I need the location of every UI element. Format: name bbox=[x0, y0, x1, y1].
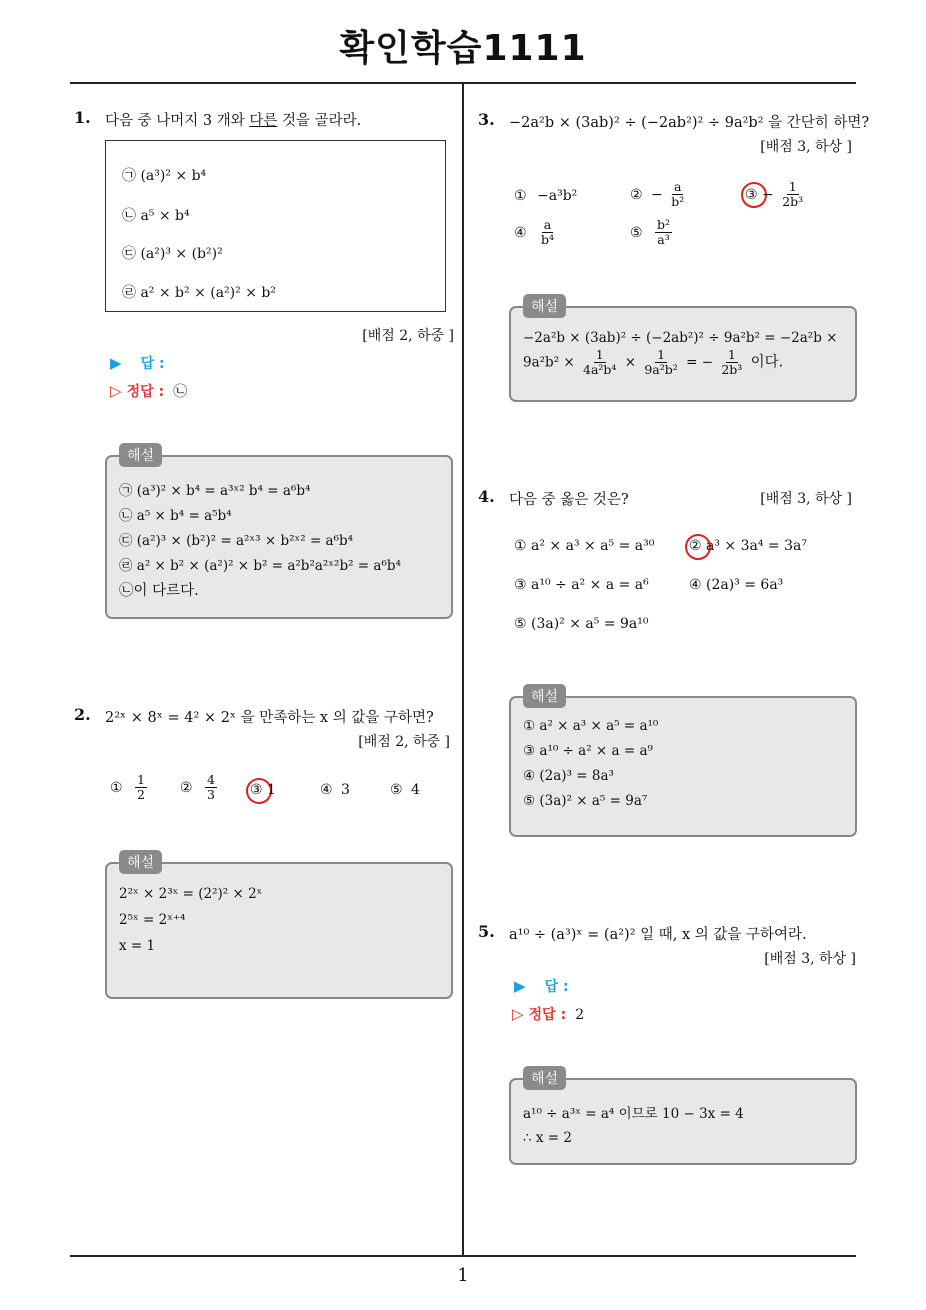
question-text bbox=[105, 109, 361, 130]
choice-4[interactable] bbox=[320, 782, 350, 798]
score-meta: [배점 2, 하중 ] bbox=[358, 734, 450, 750]
score-meta: [배점 3, 하상 ] bbox=[760, 491, 852, 507]
explanation-line: ㉡ a⁵ × b⁴ = a⁵b⁴ bbox=[119, 508, 232, 524]
explanation-text: 이다. bbox=[750, 354, 784, 371]
choice-mark: ③ bbox=[745, 186, 758, 203]
question-text: a¹⁰ ÷ (a³)ˣ = (a²)² 일 때, x 의 값을 구하여라. bbox=[509, 927, 807, 943]
numerator: a bbox=[673, 179, 682, 194]
explanation-line: ㉠ (a³)² × b⁴ = a³ˣ² b⁴ = a⁶b⁴ bbox=[119, 483, 311, 499]
explanation-box bbox=[105, 455, 453, 619]
choice-mark: ② bbox=[180, 779, 193, 796]
choice-value: −a³b² bbox=[537, 188, 578, 204]
explanation-text: = − bbox=[686, 354, 714, 371]
explanation-tag: 해설 bbox=[119, 443, 162, 467]
correct-answer-row bbox=[110, 381, 187, 401]
outline-triangle-icon: ▷ bbox=[110, 382, 122, 400]
answer-row bbox=[514, 976, 569, 996]
question-number: 1. bbox=[74, 108, 91, 127]
choice-mark: ① bbox=[110, 779, 123, 796]
numerator: 1 bbox=[595, 347, 604, 362]
answer-row bbox=[110, 353, 165, 373]
question-number: 3. bbox=[478, 110, 495, 129]
explanation-tag: 해설 bbox=[523, 684, 566, 708]
column-divider bbox=[462, 84, 464, 1256]
explanation-line: 2²ˣ × 2³ˣ = (2²)² × 2ˣ bbox=[119, 886, 263, 902]
choice-1[interactable] bbox=[514, 188, 577, 204]
underlined-word: 다른 bbox=[249, 113, 278, 129]
numerator: 1 bbox=[788, 179, 797, 194]
choice-mark: ⑤ bbox=[630, 224, 643, 241]
explanation-line: −2a²b × (3ab)² ÷ (−2ab²)² ÷ 9a²b² = −2a²b × bbox=[523, 330, 838, 346]
score-meta: [배점 2, 하중 ] bbox=[362, 328, 454, 344]
question-number: 5. bbox=[478, 922, 495, 941]
correct-label: 정답 : bbox=[126, 384, 165, 400]
choice-1[interactable]: ① a² × a³ × a⁵ = a³⁰ bbox=[514, 538, 655, 554]
choice-mark: ④ bbox=[514, 224, 527, 241]
explanation-line: ㉢ (a²)³ × (b²)² = a²ˣ³ × b²ˣ² = a⁶b⁴ bbox=[119, 533, 354, 549]
choice-3[interactable] bbox=[745, 180, 807, 210]
denominator: a³ bbox=[657, 232, 670, 248]
choice-mark: ④ bbox=[320, 782, 333, 798]
answer-label: 답 : bbox=[140, 356, 165, 372]
question-text: 다음 중 옳은 것은? bbox=[509, 492, 629, 508]
numerator: 1 bbox=[657, 347, 666, 362]
outline-triangle-icon: ▷ bbox=[512, 1005, 524, 1023]
play-triangle-icon: ▶ bbox=[514, 977, 526, 995]
answer-label: 답 : bbox=[544, 979, 569, 995]
explanation-line: a¹⁰ ÷ a³ˣ = a⁴ 이므로 10 − 3x = 4 bbox=[523, 1106, 744, 1122]
explanation-line: ③ a¹⁰ ÷ a² × a = a⁹ bbox=[523, 743, 653, 759]
choice-1[interactable] bbox=[110, 773, 149, 803]
fraction bbox=[539, 218, 556, 248]
choice-mark: ③ bbox=[250, 782, 263, 798]
choice-2[interactable] bbox=[630, 180, 688, 210]
explanation-line: ⑤ (3a)² × a⁵ = 9a⁷ bbox=[523, 793, 648, 809]
denominator: b² bbox=[671, 194, 685, 210]
explanation-tag: 해설 bbox=[119, 850, 162, 874]
choice-5[interactable]: ⑤ (3a)² × a⁵ = 9a¹⁰ bbox=[514, 616, 649, 632]
denominator: 2 bbox=[137, 787, 145, 803]
choice-mark: ② bbox=[689, 538, 702, 554]
choice-mark: ① bbox=[514, 188, 527, 204]
explanation-box bbox=[509, 696, 857, 837]
option-item: ㉠ (a³)² × b⁴ bbox=[122, 168, 207, 184]
fraction bbox=[719, 348, 744, 378]
numerator: a bbox=[543, 217, 552, 232]
denominator: 2b³ bbox=[721, 362, 743, 378]
question-text-part: 다음 중 나머지 3 개와 bbox=[105, 113, 250, 129]
denominator: 2b³ bbox=[782, 194, 804, 210]
explanation-line: ㉡이 다르다. bbox=[119, 583, 199, 599]
fraction bbox=[642, 348, 679, 378]
choice-value: 3 bbox=[341, 782, 350, 798]
question-text: −2a²b × (3ab)² ÷ (−2ab²)² ÷ 9a²b² 을 간단히 하면? bbox=[509, 115, 870, 131]
explanation-line: 2⁵ˣ = 2ˣ⁺⁴ bbox=[119, 912, 186, 928]
choice-value: 1 bbox=[267, 782, 276, 798]
play-triangle-icon: ▶ bbox=[110, 354, 122, 372]
choice-5[interactable] bbox=[390, 782, 420, 798]
explanation-tag: 해설 bbox=[523, 294, 566, 318]
score-meta: [배점 3, 하상 ] bbox=[764, 951, 856, 967]
question-number: 2. bbox=[74, 705, 91, 724]
correct-answer-row bbox=[512, 1004, 584, 1024]
numerator: b² bbox=[657, 217, 671, 232]
fraction bbox=[581, 348, 618, 378]
question-text: 2²ˣ × 8ˣ = 4² × 2ˣ 을 만족하는 x 의 값을 구하면? bbox=[105, 710, 434, 726]
explanation-line bbox=[523, 348, 783, 378]
explanation-line: ∴ x = 2 bbox=[523, 1130, 572, 1146]
option-item: ㉢ (a²)³ × (b²)² bbox=[122, 246, 223, 262]
question-number: 4. bbox=[478, 487, 495, 506]
explanation-line: x = 1 bbox=[119, 938, 156, 954]
numerator: 1 bbox=[727, 347, 736, 362]
option-item: ㉡ a⁵ × b⁴ bbox=[122, 208, 190, 224]
denominator: 9a²b² bbox=[644, 362, 678, 378]
correct-value: 2 bbox=[575, 1007, 585, 1023]
explanation-line: ㉣ a² × b² × (a²)² × b² = a²b²a²ˣ²b² = a⁶b⁴ bbox=[119, 558, 401, 574]
choice-value: 4 bbox=[411, 782, 420, 798]
fraction bbox=[205, 773, 217, 803]
fraction bbox=[669, 180, 686, 210]
denominator: b⁴ bbox=[541, 232, 555, 248]
denominator: 4a²b⁴ bbox=[583, 362, 617, 378]
explanation-box bbox=[509, 1078, 857, 1165]
explanation-text: 9a²b² × bbox=[523, 354, 575, 371]
fraction bbox=[135, 773, 147, 803]
choice-3[interactable] bbox=[250, 782, 276, 798]
page-title: 확인학습1111 bbox=[339, 28, 587, 69]
option-item: ㉣ a² × b² × (a²)² × b² bbox=[122, 285, 276, 301]
choice-mark: ② bbox=[630, 186, 643, 203]
choice-3[interactable]: ③ a¹⁰ ÷ a² × a = a⁶ bbox=[514, 577, 649, 593]
choice-sign: − bbox=[651, 186, 663, 203]
explanation-text: × bbox=[624, 354, 637, 371]
correct-value: ㉡ bbox=[173, 384, 188, 400]
score-meta: [배점 3, 하상 ] bbox=[760, 139, 852, 155]
choice-5[interactable] bbox=[630, 218, 674, 248]
fraction bbox=[780, 180, 805, 210]
choice-mark: ⑤ bbox=[390, 782, 403, 798]
numerator: 4 bbox=[207, 772, 215, 787]
explanation-line: ① a² × a³ × a⁵ = a¹⁰ bbox=[523, 718, 659, 734]
question-text-part: 것을 골라라. bbox=[277, 113, 362, 129]
choice-4[interactable] bbox=[514, 218, 558, 248]
fraction bbox=[655, 218, 672, 248]
denominator: 3 bbox=[207, 787, 215, 803]
explanation-line: ④ (2a)³ = 8a³ bbox=[523, 768, 614, 784]
correct-label: 정답 : bbox=[528, 1007, 567, 1023]
choice-sign: − bbox=[762, 186, 774, 203]
explanation-box bbox=[509, 306, 857, 402]
explanation-tag: 해설 bbox=[523, 1066, 566, 1090]
choice-4[interactable]: ④ (2a)³ = 6a³ bbox=[689, 577, 784, 593]
choice-2[interactable] bbox=[180, 773, 219, 803]
options-box bbox=[105, 140, 446, 312]
bottom-rule bbox=[70, 1255, 856, 1257]
explanation-box bbox=[105, 862, 453, 999]
choice-value: a³ × 3a⁴ = 3a⁷ bbox=[706, 538, 807, 554]
numerator: 1 bbox=[137, 772, 145, 787]
choice-2[interactable] bbox=[689, 538, 807, 554]
page-number: 1 bbox=[457, 1265, 469, 1286]
